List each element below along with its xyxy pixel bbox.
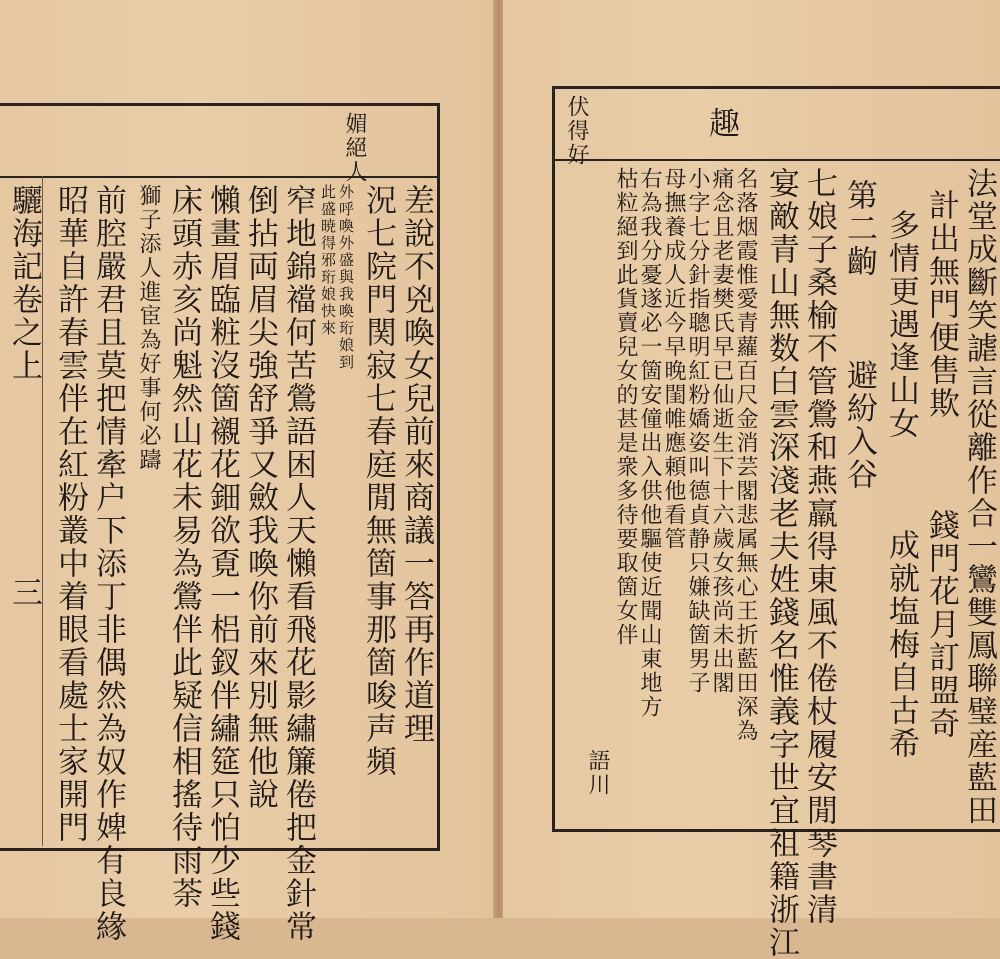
left-col-9: 獅子添人進宦為好事何必躊 (136, 184, 161, 472)
left-page-frame (0, 103, 440, 943)
left-header-band (0, 106, 437, 178)
left-col-1: 差說不兇喚女兒前來商議一答再作道理 (398, 184, 434, 745)
right-page-frame (552, 86, 1000, 959)
left-col-10: 前腔嚴君且莫把情牽户下添丁非偶然為奴作婢有良緣 (90, 184, 126, 943)
right-col-13: 母撫養成人近今早晚閨帷應頼他看管 (661, 167, 686, 551)
left-col-6: 倒拈両眉尖強舒爭又斂我喚你前來別無他說 (242, 184, 278, 811)
right-col-4: 多情更遇逢山女 (883, 209, 919, 440)
left-col-5: 窄地錦襠何苦鶯語困人天懶看飛花影繡簾倦把金針常 (280, 184, 316, 943)
left-col-3: 外呼喚外盛與我喚珩娘到 (337, 184, 355, 371)
right-header-tail: 趣 (703, 107, 739, 140)
right-col-8: 七娘子桑榆不管鶯和燕羸得東風不倦杖履安閒琴書清 (801, 167, 837, 926)
right-col-5: 成就塩梅自古希 (883, 529, 919, 760)
right-col-9: 宴敵青山無数白雲深淺老夫姓錢名惟義字世宜祖籍浙江 (763, 167, 799, 959)
right-col-2: 計出無門便售欺 (923, 189, 959, 420)
right-col-16: 語川 (585, 749, 610, 797)
left-col-8: 床頭赤亥尚魁然山花未易為鶯伴此疑信相搖待雨荼 (166, 184, 202, 910)
right-col-7: 避紛入谷 (841, 359, 877, 491)
left-col-7: 懶畫眉臨粧沒箇襯花鈿欲覔一梠釵伴繡筵只怕少些錢 (204, 184, 240, 943)
left-page (0, 0, 495, 943)
book-title: 驪海記卷之上 (6, 184, 42, 382)
right-header-note: 伏得好 (564, 95, 589, 167)
left-col-11: 昭華自許春雲伴在紅粉叢中着眼看處士家開門 (52, 184, 88, 844)
right-col-3: 錢門花月訂盟奇 (923, 509, 959, 740)
left-col-4: 此盛暁得邪珩娘快來 (319, 184, 337, 337)
right-col-6: 第二齣 (841, 179, 877, 278)
right-page (503, 0, 1000, 959)
right-col-10: 名落烟霞惟愛青蘿百尺金消芸閣悲属無心王折藍田深為 (733, 167, 758, 743)
right-col-14: 右為我分憂遂必一箇安僮出入供他驅使近聞山東地方 (637, 167, 662, 719)
right-header-band (555, 89, 1000, 161)
page-number: 三 (6, 576, 42, 609)
right-col-12: 小字七分針指聰明紅粉嬌姿叫德貞静只嫌缺箇男子 (685, 167, 710, 695)
right-col-11: 痛念且老妻樊氏早已仙逝生下十六歲女孩尚未出閣 (709, 167, 734, 695)
left-col-2: 況七院門関寂七春庭閒無箇事那箇唆声頻 (360, 184, 396, 778)
right-col-15: 枯粒絕到此貨賣兒女的甚是衆多待要取箇女伴 (613, 167, 638, 647)
right-col-1: 法堂成斷笑謔言從離作合一鸞雙鳳聯璧産藍田 (961, 167, 997, 827)
left-header-note: 媚絕人 (342, 112, 367, 184)
